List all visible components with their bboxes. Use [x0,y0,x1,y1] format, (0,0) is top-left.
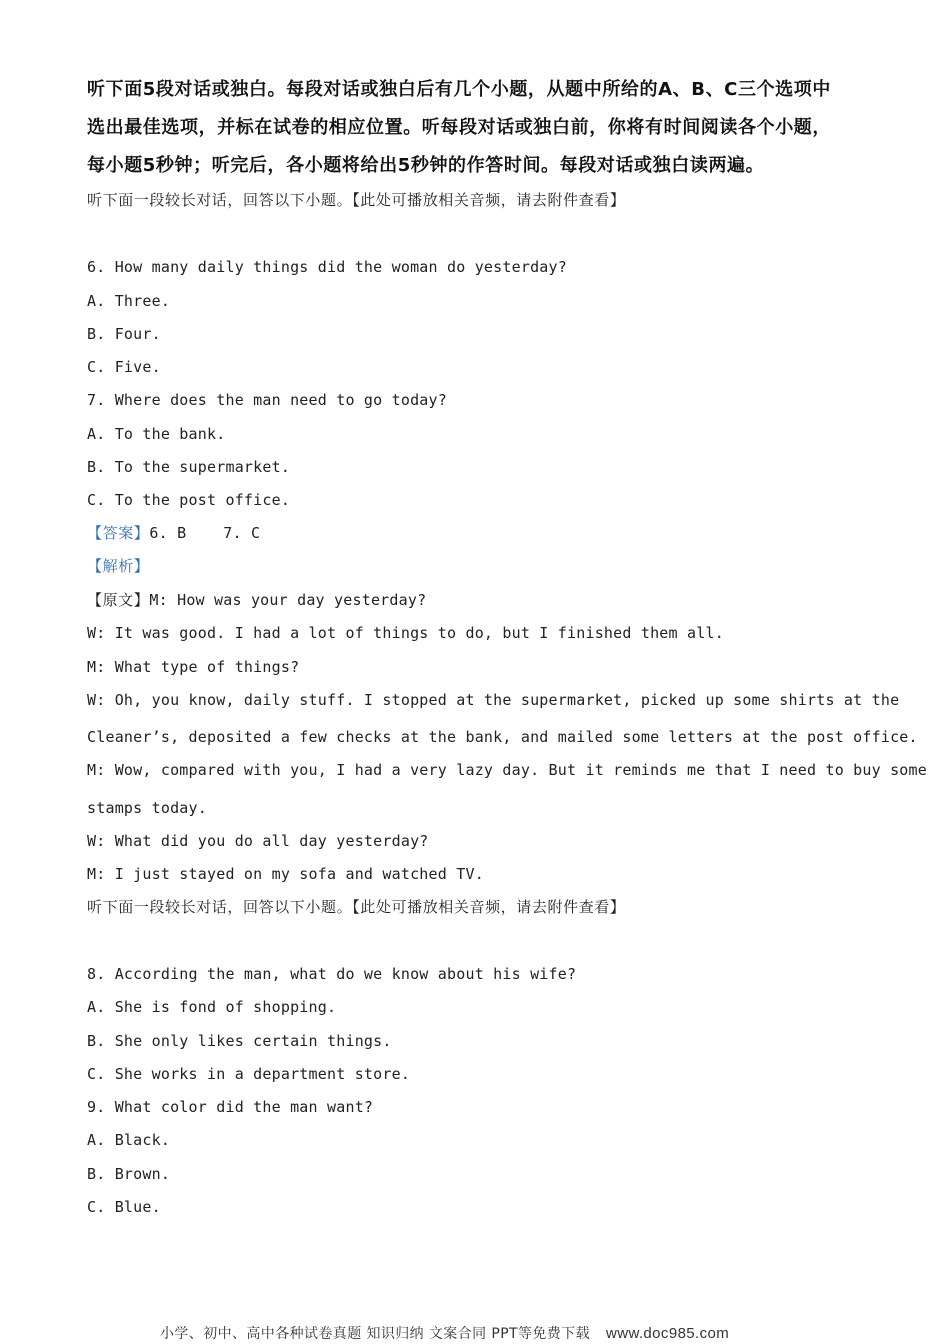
transcript-line-6: stamps today. [87,799,207,817]
question-7-option-a: A. To the bank. [87,425,226,443]
question-6: 6. How many daily things did the woman do yesterday? [87,258,567,276]
question-8-option-a: A. She is fond of shopping. [87,998,337,1016]
transcript-line-7: W: What did you do all day yesterday? [87,832,429,850]
question-8: 8. According the man, what do we know about his wife? [87,965,577,983]
question-9-option-c: C. Blue. [87,1198,161,1216]
transcript-line-3: W: Oh, you know, daily stuff. I stopped at the supermarket, picked up some shirts at the [87,691,900,709]
question-6-option-a: A. Three. [87,292,171,310]
answer-label: 【答案】 [87,524,150,542]
transcript-first: M: How was your day yesterday? [149,591,427,609]
analysis-label: 【解析】 [87,557,150,575]
question-9-option-b: B. Brown. [87,1165,171,1183]
question-7-option-b: B. To the supermarket. [87,458,291,476]
instructions-line-3: 每小题5秒钟；听完后，各小题将给出5秒钟的作答时间。每段对话或独白读两遍。 [87,155,765,176]
question-7: 7. Where does the man need to go today? [87,391,447,409]
question-6-option-b: B. Four. [87,325,161,343]
question-6-option-c: C. Five. [87,358,161,376]
section2-intro: 听下面一段较长对话，回答以下小题。【此处可播放相关音频，请去附件查看】 [87,898,626,916]
instructions-line-2: 选出最佳选项，并标在试卷的相应位置。听每段对话或独白前，你将有时间阅读各个小题， [87,117,831,138]
question-7-option-c: C. To the post office. [87,491,291,509]
transcript-line-2: M: What type of things? [87,658,300,676]
footer-text: 小学、初中、高中各种试卷真题 知识归纳 文案合同 PPT等免费下载 [160,1326,590,1342]
question-9-option-a: A. Black. [87,1131,171,1149]
answer-text: 6. B 7. C [149,524,261,542]
footer-url[interactable]: www.doc985.com [606,1325,730,1342]
transcript-line-5: M: Wow, compared with you, I had a very lazy day. But it reminds me that I need to buy some [87,761,927,779]
question-8-option-b: B. She only likes certain things. [87,1032,392,1050]
section1-intro: 听下面一段较长对话，回答以下小题。【此处可播放相关音频，请去附件查看】 [87,191,626,209]
instructions-line-1: 听下面5段对话或独白。每段对话或独白后有几个小题，从题中所给的A、B、C三个选项中 [87,79,831,100]
transcript-line-4: Cleaner’s, deposited a few checks at the bank, and mailed some letters at the post office. [87,728,918,746]
answer-line [87,523,260,543]
page-footer [160,1323,729,1343]
question-9: 9. What color did the man want? [87,1098,374,1116]
transcript-line-8: M: I just stayed on my sofa and watched TV. [87,865,484,883]
transcript-line-0 [87,590,426,610]
transcript-line-1: W: It was good. I had a lot of things to do, but I finished them all. [87,624,724,642]
question-8-option-c: C. She works in a department store. [87,1065,411,1083]
transcript-label: 【原文】 [87,591,150,609]
